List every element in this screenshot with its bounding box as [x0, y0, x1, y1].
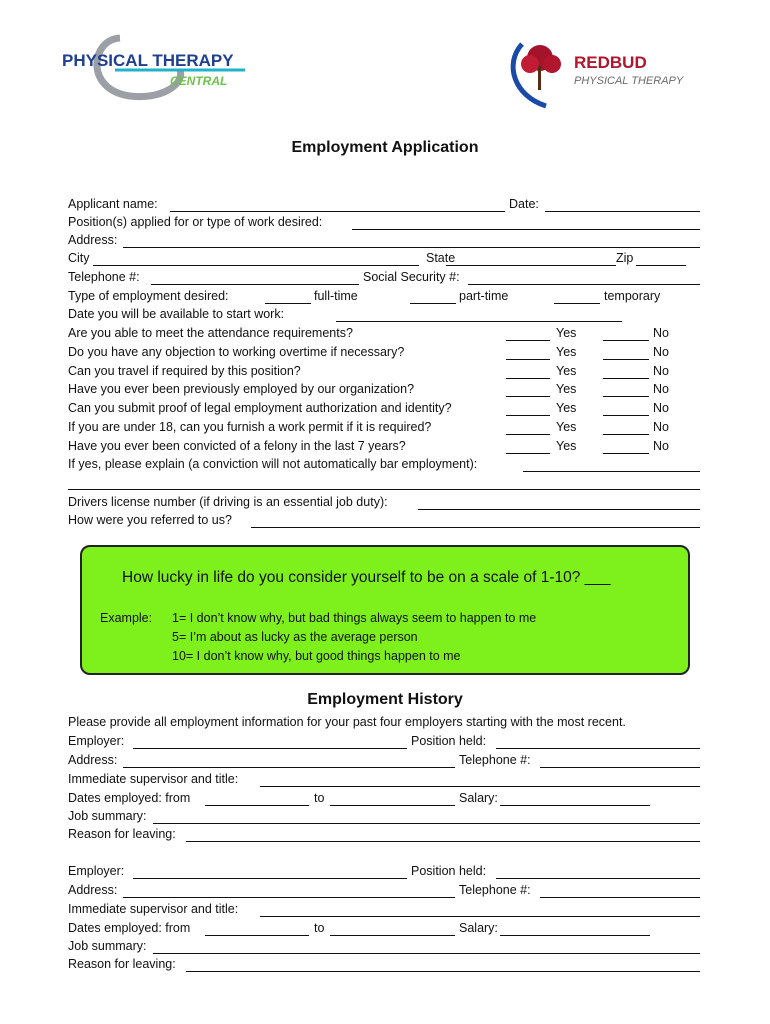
supervisor-label: Immediate supervisor and title: — [68, 902, 239, 916]
employer-field[interactable] — [133, 864, 407, 879]
temporary-label: temporary — [604, 289, 661, 303]
employer-row — [68, 772, 700, 790]
history-intro-text: Please provide all employment information for your past four employers starting with the most recent. — [68, 715, 626, 729]
salary-label: Salary: — [459, 791, 498, 805]
question-row — [68, 420, 700, 438]
no-label: No — [653, 363, 669, 378]
state-label: State — [426, 251, 456, 265]
explain-field[interactable] — [523, 457, 700, 472]
position-held-field[interactable] — [496, 864, 700, 879]
job-summary-field[interactable] — [153, 939, 700, 954]
applicant-name-field[interactable] — [170, 197, 505, 212]
employer-row — [68, 902, 700, 920]
address-label: Address: — [68, 233, 118, 247]
date-field[interactable] — [545, 197, 700, 212]
position-held-label: Position held: — [411, 864, 487, 878]
explain-field-2[interactable] — [68, 475, 700, 490]
yes-label: Yes — [556, 326, 577, 340]
svg-text:REDBUD: REDBUD — [574, 53, 647, 72]
applicant-name-label: Applicant name: — [68, 197, 158, 211]
applicant-name-row — [68, 197, 700, 215]
yes-label: Yes — [556, 401, 577, 416]
yes-field[interactable] — [506, 382, 550, 397]
dates-from-label: Dates employed: from — [68, 791, 191, 805]
employer-label: Employer: — [68, 734, 125, 748]
employment-type-label: Type of employment desired: — [68, 289, 229, 303]
city-field[interactable] — [93, 251, 419, 266]
temporary-field[interactable] — [554, 289, 600, 304]
address-field[interactable] — [123, 233, 700, 248]
dates-to-field[interactable] — [330, 791, 455, 806]
reason-for-leaving-label: Reason for leaving: — [68, 957, 176, 971]
no-field[interactable] — [603, 345, 649, 360]
full-time-field[interactable] — [265, 289, 311, 304]
no-label: No — [653, 420, 669, 434]
job-summary-field[interactable] — [153, 809, 700, 824]
yes-field[interactable] — [506, 420, 550, 435]
svg-text:CENTRAL: CENTRAL — [170, 74, 228, 88]
question-text: Can you submit proof of legal employment authorization and identity? — [68, 401, 452, 416]
no-field[interactable] — [603, 439, 649, 454]
question-text: Have you ever been previously employed by our organization? — [68, 382, 415, 397]
reason-for-leaving-field[interactable] — [186, 957, 700, 972]
luck-question: How lucky in life do you consider yourself to be on a scale of 1-10? ___ — [122, 569, 611, 586]
employer-row — [68, 753, 700, 771]
no-field[interactable] — [603, 326, 649, 341]
referred-row — [68, 513, 700, 531]
explain-label: If yes, please explain (a conviction will not automatically bar employment): — [68, 457, 478, 471]
page-title: Employment Application — [291, 139, 479, 156]
start-date-label: Date you will be available to start work: — [68, 307, 285, 321]
dates-from-field[interactable] — [205, 791, 309, 806]
state-field[interactable] — [446, 251, 616, 266]
yes-label: Yes — [556, 438, 577, 453]
salary-label: Salary: — [459, 921, 498, 935]
dates-to-field[interactable] — [330, 921, 455, 936]
question-row — [68, 326, 700, 344]
referred-field[interactable] — [251, 513, 700, 528]
employer-row — [68, 939, 700, 957]
salary-field[interactable] — [500, 921, 650, 936]
yes-field[interactable] — [506, 439, 550, 454]
drivers-license-row — [68, 495, 700, 513]
dates-from-field[interactable] — [205, 921, 309, 936]
history-intro — [68, 715, 700, 733]
supervisor-field[interactable] — [260, 902, 700, 917]
zip-label: Zip — [616, 251, 634, 265]
luck-scale-box — [80, 545, 690, 675]
employment-history-title: Employment History — [307, 691, 463, 708]
question-row — [68, 345, 700, 363]
employer-row — [68, 921, 700, 939]
example-label: Example: — [100, 611, 153, 625]
no-field[interactable] — [603, 420, 649, 435]
employer-row — [68, 734, 700, 752]
city-label: City — [68, 251, 90, 265]
question-text: Can you travel if required by this position? — [68, 363, 301, 378]
position-held-label: Position held: — [411, 734, 487, 748]
part-time-label: part-time — [459, 289, 509, 303]
dates-to-label: to — [314, 791, 325, 805]
employer-row — [68, 827, 700, 845]
yes-label: Yes — [556, 420, 577, 434]
no-label: No — [653, 326, 669, 340]
job-summary-label: Job summary: — [68, 809, 147, 823]
employer-row — [68, 864, 700, 882]
telephone-ssn-row — [68, 270, 700, 288]
question-row — [68, 439, 700, 457]
question-text: Do you have any objection to working overtime if necessary? — [68, 344, 405, 359]
no-field[interactable] — [603, 401, 649, 416]
address-row — [68, 233, 700, 251]
full-time-label: full-time — [314, 289, 358, 303]
no-label: No — [653, 401, 669, 416]
yes-label: Yes — [556, 344, 577, 359]
yes-label: Yes — [556, 363, 577, 378]
example-line-2: 5= I’m about as lucky as the average person — [172, 630, 418, 644]
supervisor-label: Immediate supervisor and title: — [68, 772, 239, 786]
employment-type-row — [68, 289, 700, 307]
dates-from-label: Dates employed: from — [68, 921, 191, 935]
employer-field[interactable] — [133, 734, 407, 749]
question-text: Have you ever been convicted of a felony in the last 7 years? — [68, 438, 406, 453]
position-field[interactable] — [352, 215, 700, 230]
employer-row — [68, 883, 700, 901]
ssn-field[interactable] — [468, 270, 700, 285]
yes-label: Yes — [556, 382, 577, 397]
explain-row-2 — [68, 475, 700, 493]
ssn-label: Social Security #: — [363, 270, 460, 284]
employer-address-label: Address: — [68, 883, 118, 897]
job-summary-label: Job summary: — [68, 939, 147, 953]
drivers-license-label: Drivers license number (if driving is an essential job duty): — [68, 495, 388, 509]
employer-telephone-field[interactable] — [540, 753, 700, 768]
redbud-physical-therapy-logo — [508, 34, 708, 114]
employer-address-label: Address: — [68, 753, 118, 767]
date-label: Date: — [509, 197, 539, 211]
city-state-zip-row — [68, 251, 700, 269]
reason-for-leaving-label: Reason for leaving: — [68, 827, 176, 841]
employer-telephone-field[interactable] — [540, 883, 700, 898]
question-row — [68, 401, 700, 419]
no-label: No — [653, 344, 669, 359]
reason-for-leaving-field[interactable] — [186, 827, 700, 842]
position-held-field[interactable] — [496, 734, 700, 749]
salary-field[interactable] — [500, 791, 650, 806]
start-date-field[interactable] — [336, 307, 622, 322]
yes-field[interactable] — [506, 326, 550, 341]
employer-label: Employer: — [68, 864, 125, 878]
employer-address-field[interactable] — [123, 883, 455, 898]
question-row — [68, 364, 700, 382]
question-text: Are you able to meet the attendance requirements? — [68, 326, 353, 340]
supervisor-field[interactable] — [260, 772, 700, 787]
employer-telephone-label: Telephone #: — [459, 883, 531, 897]
employer-telephone-label: Telephone #: — [459, 753, 531, 767]
employer-row — [68, 957, 700, 975]
no-label: No — [653, 438, 669, 453]
no-field[interactable] — [603, 364, 649, 379]
physical-therapy-central-logo — [60, 30, 260, 110]
yes-field[interactable] — [506, 345, 550, 360]
example-line-1: 1= I don’t know why, but bad things always seem to happen to me — [172, 611, 537, 625]
no-label: No — [653, 382, 669, 397]
position-label: Position(s) applied for or type of work desired: — [68, 215, 323, 229]
employer-row — [68, 809, 700, 827]
dates-to-label: to — [314, 921, 325, 935]
example-line-3: 10= I don’t know why, but good things happen to me — [172, 649, 461, 663]
no-field[interactable] — [603, 382, 649, 397]
explain-row — [68, 457, 700, 475]
telephone-field[interactable] — [151, 270, 359, 285]
position-row — [68, 215, 700, 233]
svg-text:PHYSICAL THERAPY: PHYSICAL THERAPY — [62, 51, 234, 70]
employer-address-field[interactable] — [123, 753, 455, 768]
question-row — [68, 382, 700, 400]
employer-row — [68, 791, 700, 809]
telephone-label: Telephone #: — [68, 270, 140, 284]
start-date-row — [68, 307, 700, 325]
zip-field[interactable] — [636, 251, 686, 266]
referred-label: How were you referred to us? — [68, 513, 232, 527]
part-time-field[interactable] — [410, 289, 456, 304]
yes-field[interactable] — [506, 364, 550, 379]
yes-field[interactable] — [506, 401, 550, 416]
question-text: If you are under 18, can you furnish a work permit if it is required? — [68, 420, 432, 434]
drivers-license-field[interactable] — [418, 495, 700, 510]
svg-text:PHYSICAL THERAPY: PHYSICAL THERAPY — [574, 75, 684, 87]
